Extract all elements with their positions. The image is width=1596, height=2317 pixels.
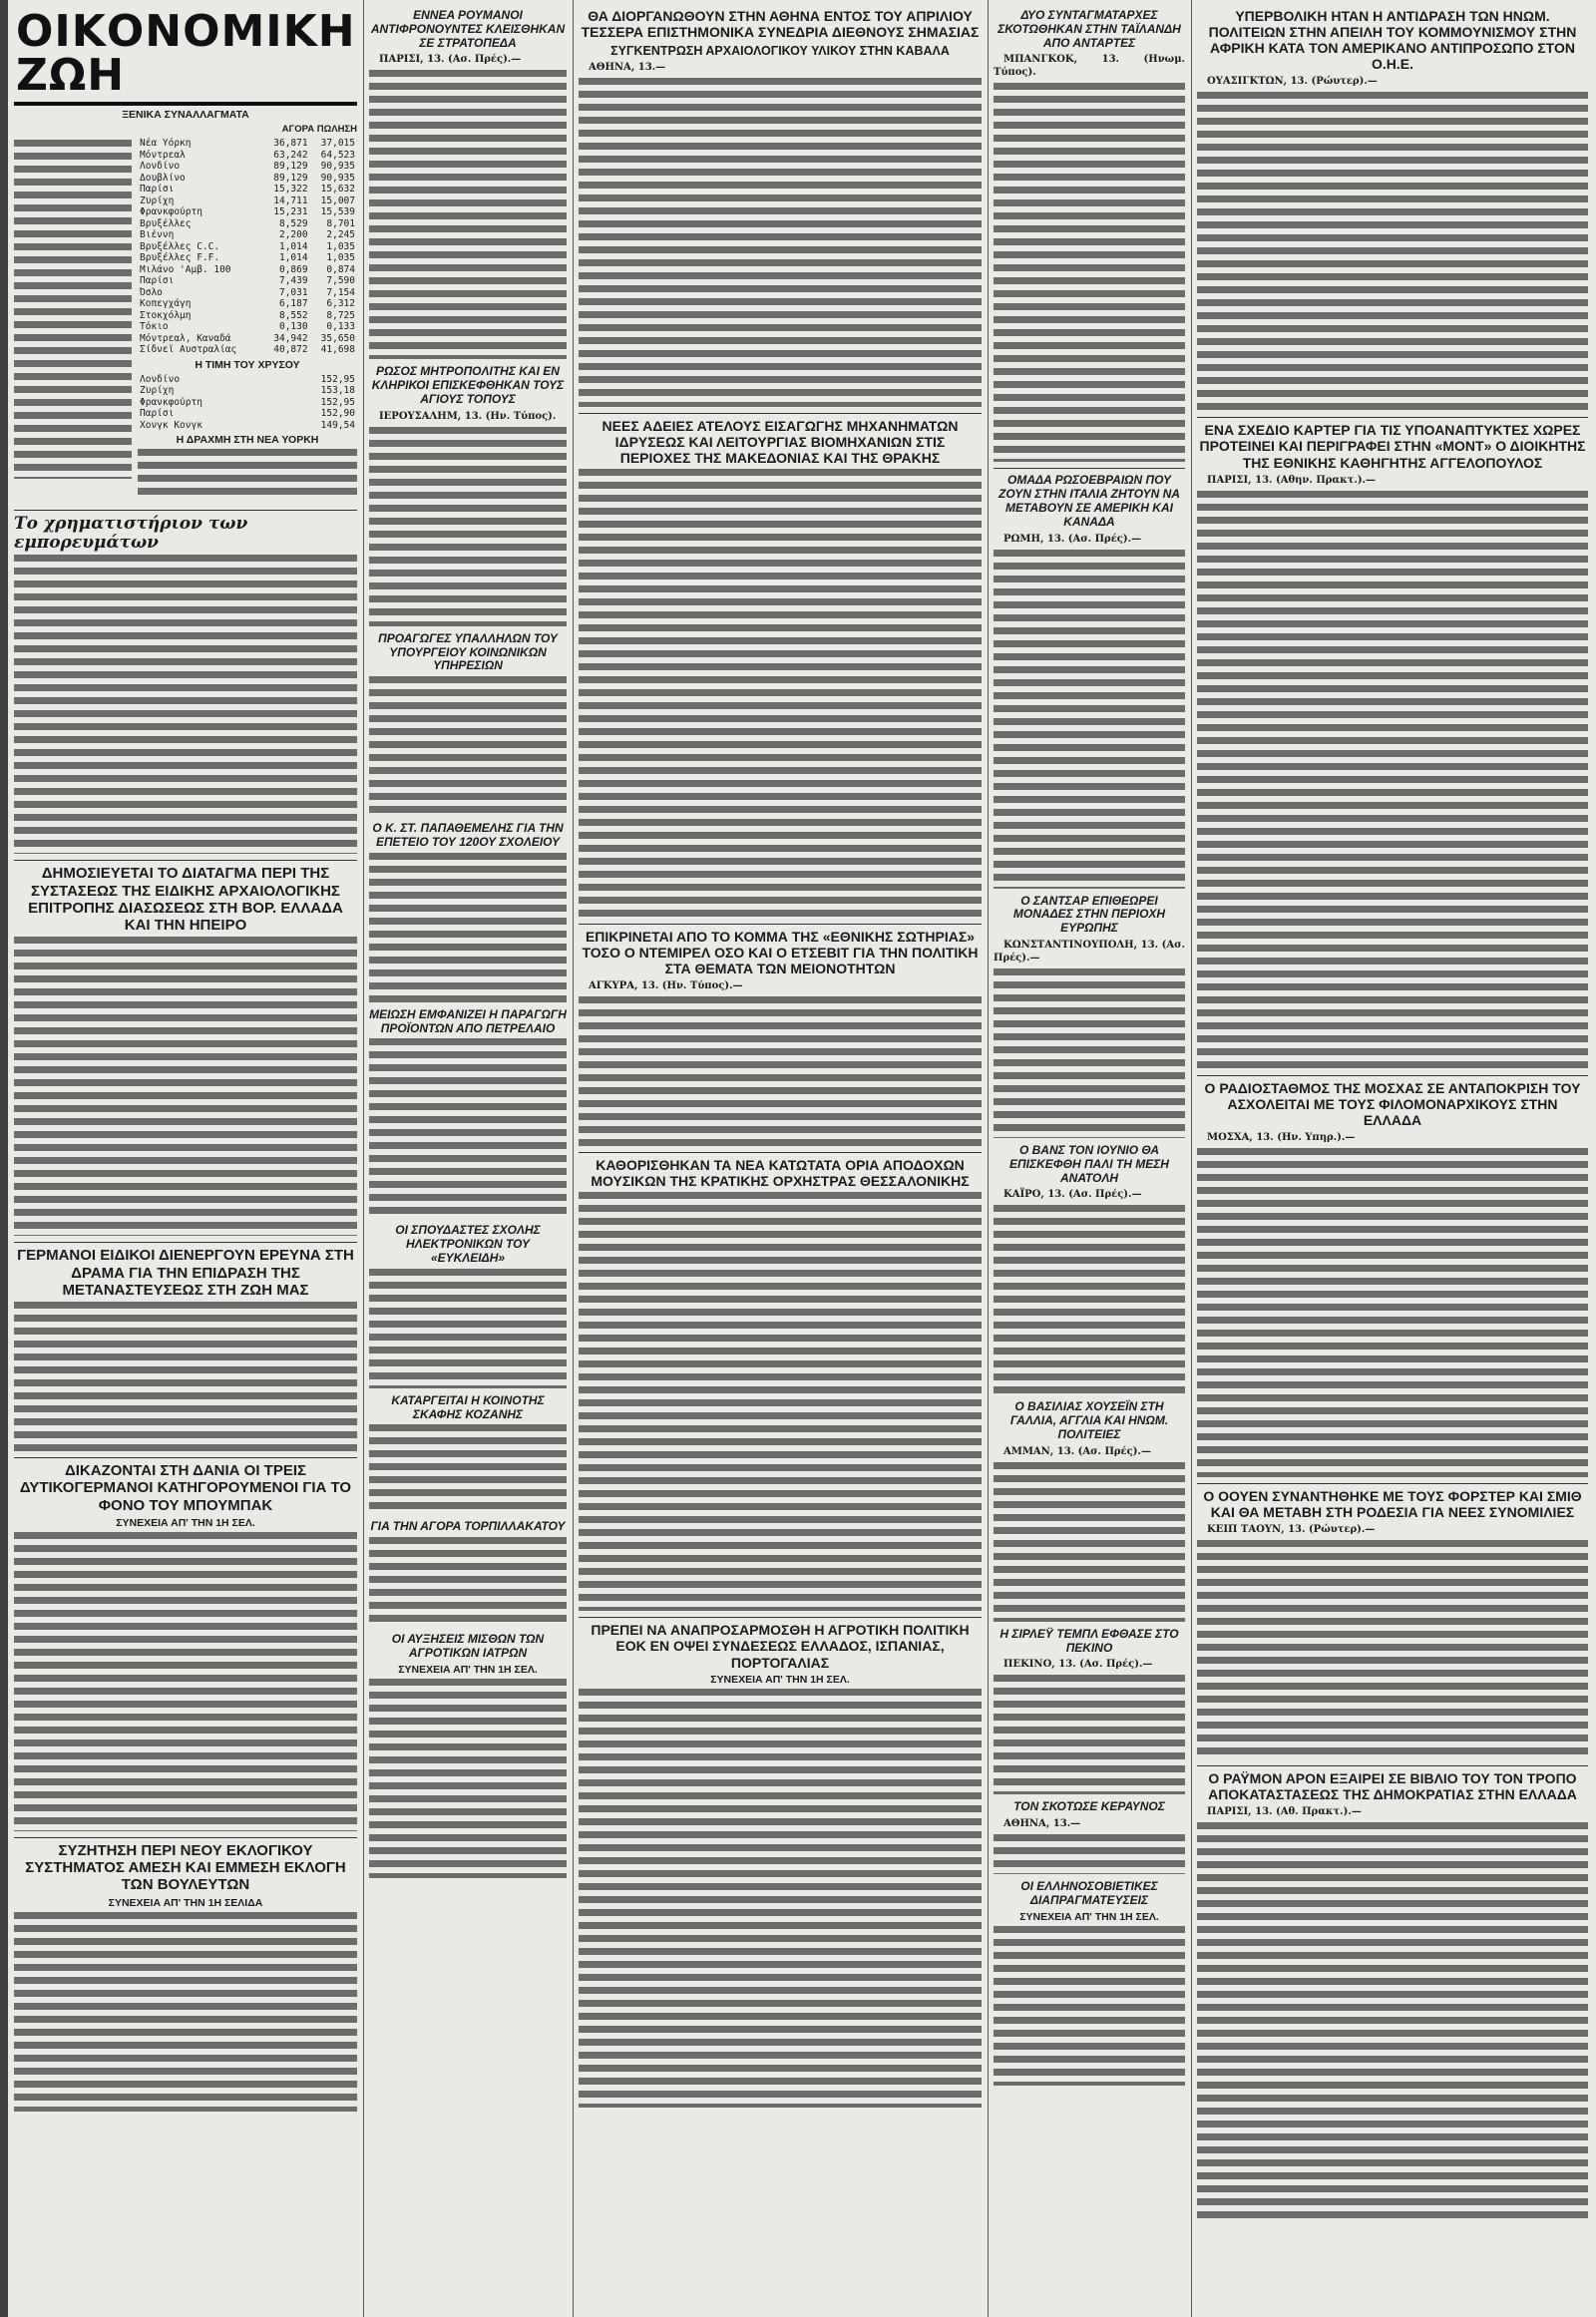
headline-raymond-aron: Ο ΡΑΫΜΟΝ ΑΡΟΝ ΕΞΑΙΡΕΙ ΣΕ ΒΙΒΛΙΟ ΤΟΥ ΤΟΝ ΤΡΟΠΟ ΑΠΟΚΑΤΑΣΤΑΣΕΩΣ ΤΗΣ ΔΗΜΟΚΡΑΤΙΑΣ ΣΤΗΝ ΕΛΛΑΔΑ (1208, 1770, 1577, 1803)
dateline: ΑΓΚΥΡΑ, 13. (Ην. Τύπος).— (589, 980, 743, 992)
gold-row (138, 397, 357, 409)
column-rule (363, 0, 364, 2317)
forex-sell: 8,701 (326, 217, 355, 229)
forex-sell: 15,539 (320, 206, 355, 217)
gold-heading: Η ΤΙΜΗ ΤΟΥ ΧΡΥΣΟΥ (195, 358, 300, 371)
text-block (14, 1912, 357, 2112)
divider (579, 924, 982, 925)
text-block (994, 550, 1185, 889)
divider (14, 860, 357, 861)
text-block (994, 968, 1185, 1138)
gold-market: Λονδίνο (140, 373, 181, 385)
headline-electoral-system: ΣΥΖΗΤΗΣΗ ΠΕΡΙ ΝΕΟΥ ΕΚΛΟΓΙΚΟΥ ΣΥΣΤΗΜΑΤΟΣ ΑΜΕΣΗ ΚΑΙ ΕΜΜΕΣΗ ΕΚΛΟΓΗ ΤΩΝ ΒΟΥΛΕΥΤΩΝ (25, 1841, 346, 1894)
forex-name: Δουβλίνο (140, 172, 186, 184)
headline-archaeology-decree: ΔΗΜΟΣΙΕΥΕΤΑΙ ΤΟ ΔΙΑΤΑΓΜΑ ΠΕΡΙ ΤΗΣ ΣΥΣΤΑΣΕΩΣ ΤΗΣ ΕΙΔΙΚΗΣ ΑΡΧΑΙΟΛΟΓΙΚΗΣ ΕΠΙΤΡΟΠΗΣ ΔΙΑΣΩΣΕΩΣ ΣΤΗ ΒΟΡ. ΕΛΛΑΔΑ ΚΑΙ ΤΗΝ ΗΠΕΙΡΟ (28, 865, 343, 935)
divider (14, 510, 357, 511)
headline-lightning: ΤΟΝ ΣΚΟΤΩΣΕ ΚΕΡΑΥΝΟΣ (1013, 1799, 1165, 1814)
dateline: ΚΩΝΣΤΑΝΤΙΝΟΥΠΟΛΗ, 13. (Ασ. Πρές).— (994, 939, 1185, 964)
headline-shirley-temple: Η ΣΙΡΛΕΫ ΤΕΜΠΛ ΕΦΘΑΣΕ ΣΤΟ ΠΕΚΙΝΟ (999, 1626, 1179, 1655)
gold-market: Χονγκ Κονγκ (140, 419, 202, 431)
forex-name: Κοπεγχάγη (140, 298, 192, 309)
divider (14, 1242, 357, 1243)
headline-torpedo-boat: ΓΙΑ ΤΗΝ ΑΓΟΡΑ ΤΟΡΠΙΛΛΑΚΑΤΟΥ (370, 1519, 566, 1534)
gold-price: 149,54 (320, 419, 355, 431)
column-3 (575, 0, 986, 2317)
gold-price: 152,95 (320, 396, 355, 408)
gold-price: 152,90 (320, 408, 355, 419)
forex-name: Βρυξέλλες (140, 217, 192, 229)
forex-sell: 7,154 (326, 286, 355, 298)
text-block (14, 1532, 357, 1831)
forex-name: Στοκχόλμη (140, 309, 192, 321)
forex-sell: 35,650 (320, 332, 355, 344)
forex-sell: 1,035 (326, 240, 355, 252)
headline-vance-middle-east: Ο ΒΑΝΣ ΤΟΝ ΙΟΥΝΙΟ ΘΑ ΕΠΙΣΚΕΦΘΗ ΠΑΛΙ ΤΗ ΜΕΣΗ ΑΝΑΤΟΛΗ (1009, 1142, 1169, 1185)
dateline: ΠΑΡΙΣΙ, 13. (Αθ. Πρακτ.).— (1207, 1806, 1362, 1818)
text-block (579, 469, 982, 918)
forex-name: Βρυξέλλες C.C. (140, 240, 220, 252)
forex-name: Σίδνεϊ Αυστραλίας (140, 344, 237, 355)
text-block (579, 996, 982, 1146)
forex-buy: 1,014 (278, 240, 308, 252)
forex-buy: 15,231 (273, 206, 308, 217)
forex-buy: 0,869 (278, 263, 308, 275)
gold-row (138, 374, 357, 386)
text-block (369, 1679, 567, 1878)
forex-subheading: ΑΓΟΡΑ ΠΩΛΗΣΗ (281, 124, 357, 135)
text-block (14, 140, 132, 479)
headline-doctors-salaries: ΟΙ ΑΥΞΗΣΕΙΣ ΜΙΣΘΩΝ ΤΩΝ ΑΓΡΟΤΙΚΩΝ ΙΑΤΡΩΝ (391, 1632, 545, 1660)
masthead: ΟΙΚΟΝΟΜΙΚΗ ΖΩΗ (14, 4, 357, 106)
drachma-heading: Η ΔΡΑΧΜΗ ΣΤΗ ΝΕΑ ΥΟΡΚΗ (176, 434, 319, 446)
forex-buy: 2,200 (278, 229, 308, 240)
forex-row (138, 218, 357, 230)
dateline: ΚΕΙΠ ΤΑΟΥΝ, 13. (Ρώυτερ).— (1207, 1524, 1376, 1536)
text-block (14, 1302, 357, 1451)
text-block (1197, 1822, 1588, 2221)
forex-row (138, 173, 357, 185)
forex-buy: 89,129 (273, 172, 308, 184)
forex-buy: 89,129 (273, 161, 308, 172)
gold-price: 153,18 (320, 385, 355, 396)
headline-national-salvation: ΕΠΙΚΡΙΝΕΤΑΙ ΑΠΟ ΤΟ ΚΟΜΜΑ ΤΗΣ «ΕΘΝΙΚΗΣ ΣΩΤΗΡΙΑΣ» ΤΟΣΟ Ο ΝΤΕΜΙΡΕΛ ΟΣΟ ΚΑΙ Ο ΕΤΣΕΒΙΤ ΓΙΑ ΤΗΝ ΠΟΛΙΤΙΚΗ ΣΤΑ ΘΕΜΑΤΑ ΤΩΝ ΜΕΙΟΝΟΤΗΤΩΝ (582, 928, 979, 977)
forex-row (138, 344, 357, 356)
forex-sell: 15,007 (320, 194, 355, 206)
divider (579, 413, 982, 414)
text-block (994, 1205, 1185, 1394)
headline-kozani-community: ΚΑΤΑΡΓΕΙΤΑΙ Η ΚΟΙΝΟΤΗΣ ΣΚΑΦΗΣ ΚΟΖΑΝΗΣ (391, 1392, 545, 1421)
forex-row (138, 229, 357, 241)
headline-carter-plan: ΕΝΑ ΣΧΕΔΙΟ ΚΑΡΤΕΡ ΓΙΑ ΤΙΣ ΥΠΟΑΝΑΠΤΥΚΤΕΣ ΧΩΡΕΣ ΠΡΟΤΕΙΝΕΙ ΚΑΙ ΠΕΡΙΓΡΑΦΕΙ ΣΤΗΝ «ΜΟΝΤ» Ο ΔΙΟΙΚΗΤΗΣ ΤΗΣ ΕΘΝΙΚΗΣ ΚΑΘΗΓΗΤΗΣ ΑΓΓΕΛΟΠΟΥΛΟΣ (1199, 422, 1586, 471)
headline-scientific-conferences: ΘΑ ΔΙΟΡΓΑΝΩΘΟΥΝ ΣΤΗΝ ΑΘΗΝΑ ΕΝΤΟΣ ΤΟΥ ΑΠΡΙΛΙΟΥ ΤΕΣΣΕΡΑ ΕΠΙΣΤΗΜΟΝΙΚΑ ΣΥΝΕΔΡΙΑ ΔΙΕΘΝΟΥΣ ΣΗΜΑΣΙΑΣ (581, 8, 980, 41)
forex-name: Βρυξέλλες F.F. (140, 252, 220, 263)
headline-russian-metropolitan: ΡΩΣΟΣ ΜΗΤΡΟΠΟΛΙΤΗΣ ΚΑΙ ΕΝ ΚΛΗΡΙΚΟΙ ΕΠΙΣΚΕΦΘΗΚΑΝ ΤΟΥΣ ΑΓΙΟΥΣ ΤΟΠΟΥΣ (371, 364, 565, 406)
continued-note: ΣΥΝΕΧΕΙΑ ΑΠ' ΤΗΝ 1Η ΣΕΛ. (1019, 1910, 1159, 1923)
forex-buy: 8,552 (278, 309, 308, 321)
text-block (369, 1038, 567, 1218)
forex-buy: 15,322 (273, 184, 308, 194)
headline-owen-rhodesia: Ο ΟΟΥΕΝ ΣΥΝΑΝΤΗΘΗΚΕ ΜΕ ΤΟΥΣ ΦΟΡΣΤΕΡ ΚΑΙ ΣΜΙΘ ΚΑΙ ΘΑ ΜΕΤΑΒΗ ΣΤΗ ΡΟΔΕΣΙΑ ΓΙΑ ΝΕΕΣ ΣΥΝΟΜΙΛΙΕΣ (1203, 1487, 1582, 1521)
continued-note: ΣΥΝΕΧΕΙΑ ΑΠ' ΤΗΝ 1Η ΣΕΛ. (710, 1673, 850, 1686)
text-block (1197, 491, 1588, 1069)
gold-row (138, 408, 357, 420)
text-block (369, 676, 567, 816)
headline-moscow-radio: Ο ΡΑΔΙΟΣΤΑΘΜΟΣ ΤΗΣ ΜΟΣΧΑΣ ΣΕ ΑΝΤΑΠΟΚΡΙΣΗ ΤΟΥ ΑΣΧΟΛΕΙΤΑΙ ΜΕ ΤΟΥΣ ΦΙΛΟΜΟΝΑΡΧΙΚΟΥΣ ΣΤΗΝ ΕΛΛΑΔΑ (1204, 1079, 1581, 1128)
dateline: ΑΜΜΑΝ, 13. (Ασ. Πρές).— (1003, 1445, 1151, 1457)
column-1 (10, 0, 361, 2317)
forex-sell: 0,874 (326, 263, 355, 275)
forex-name: Ζυρίχη (140, 194, 175, 206)
forex-sell: 6,312 (326, 298, 355, 309)
forex-buy: 8,529 (278, 217, 308, 229)
gold-market: Φρανκφούρτη (140, 396, 202, 408)
gold-market: Παρίσι (140, 408, 175, 419)
forex-buy: 34,942 (273, 332, 308, 344)
forex-buy: 0,130 (278, 321, 308, 332)
column-2 (365, 0, 571, 2317)
text-block (369, 70, 567, 359)
forex-name: Παρίσι (140, 275, 175, 286)
gold-price: 152,95 (320, 373, 355, 385)
dateline: ΠΑΡΙΣΙ, 13. (Αθην. Πρακτ.).— (1207, 474, 1377, 486)
dateline: ΑΘΗΝΑ, 13.— (1003, 1818, 1081, 1830)
forex-sell: 2,245 (326, 229, 355, 240)
continued-note: ΣΥΝΕΧΕΙΑ ΑΠ' ΤΗΝ 1Η ΣΕΛ. (398, 1663, 538, 1676)
text-block (994, 1462, 1185, 1622)
headline-thailand-colonels: ΔΥΟ ΣΥΝΤΑΓΜΑΤΑΡΧΕΣ ΣΚΟΤΩΘΗΚΑΝ ΣΤΗΝ ΤΑΪΛΑΝΔΗ ΑΠΟ ΑΝΤΑΡΤΕΣ (998, 8, 1181, 50)
forex-row (138, 241, 357, 253)
forex-name: Μόντρεαλ (140, 149, 186, 161)
text-block (579, 78, 982, 407)
gold-row (138, 420, 357, 432)
forex-name: Βιέννη (140, 229, 175, 240)
dateline: ΜΟΣΧΑ, 13. (Ην. Υπηρ.).— (1207, 1131, 1356, 1143)
forex-row (138, 138, 357, 150)
forex-buy: 1,014 (278, 252, 308, 263)
headline-us-reaction-africa: ΥΠΕΡΒΟΛΙΚΗ ΗΤΑΝ Η ΑΝΤΙΔΡΑΣΗ ΤΩΝ ΗΝΩΜ. ΠΟΛΙΤΕΙΩΝ ΣΤΗΝ ΑΠΕΙΛΗ ΤΟΥ ΚΟΜΜΟΥΝΙΣΜΟΥ ΣΤΗΝ ΑΦΡΙΚΗ ΚΑΤΑ ΤΟΝ ΑΜΕΡΙΚΑΝΟ ΑΝΤΙΠΡΟΣΩΠΟ ΣΤΟΝ Ο.Η.Ε. (1208, 8, 1577, 73)
forex-name: Φρανκφούρτη (140, 206, 202, 217)
gold-table (138, 374, 357, 432)
text-block (579, 1192, 982, 1611)
forex-row (138, 195, 357, 207)
headline-bourse: Το χρηματιστήριον των εμπορευμάτων (14, 514, 248, 553)
divider (994, 468, 1185, 469)
text-block (579, 1689, 982, 2108)
forex-row (138, 310, 357, 322)
forex-heading: ΞΕΝΙΚΑ ΣΥΝΑΛΛΑΓΜΑΤΑ (122, 109, 249, 121)
column-5 (1193, 0, 1592, 2317)
text-block (994, 1834, 1185, 1874)
forex-sell: 15,632 (320, 184, 355, 194)
forex-sell: 7,590 (326, 275, 355, 286)
headline-denmark-trial: ΔΙΚΑΖΟΝΤΑΙ ΣΤΗ ΔΑΝΙΑ ΟΙ ΤΡΕΙΣ ΔΥΤΙΚΟΓΕΡΜΑΝΟΙ ΚΑΤΗΓΟΡΟΥΜΕΝΟΙ ΓΙΑ ΤΟ ΦΟΝΟ ΤΟΥ ΜΠΟΥΜΠΑΚ (19, 1462, 352, 1514)
headline-kavala-archaeology: ΣΥΓΚΕΝΤΡΩΣΗ ΑΡΧΑΙΟΛΟΓΙΚΟΥ ΥΛΙΚΟΥ ΣΤΗΝ ΚΑΒΑΛΑ (610, 44, 950, 59)
column-4 (990, 0, 1189, 2317)
divider (14, 1837, 357, 1838)
column-rule (988, 0, 989, 2317)
forex-name: Όσλο (140, 286, 163, 298)
divider (14, 1457, 357, 1458)
text-block (369, 853, 567, 1002)
forex-sell: 1,035 (326, 252, 355, 263)
continued-note: ΣΥΝΕΧΕΙΑ ΑΠ' ΤΗΝ 1Η ΣΕΛΙΔΑ (108, 1896, 263, 1909)
text-block (369, 1424, 567, 1514)
forex-name: Μόντρεαλ, Καναδά (140, 332, 231, 344)
dateline: ΡΩΜΗ, 13. (Ασ. Πρές).— (1003, 533, 1142, 545)
forex-buy: 7,439 (278, 275, 308, 286)
divider (1197, 417, 1588, 418)
dateline: ΠΑΡΙΣΙ, 13. (Ασ. Πρές).— (379, 54, 522, 66)
headline-greek-soviet-talks: ΟΙ ΕΛΛΗΝΟΣΟΒΙΕΤΙΚΕΣ ΔΙΑΠΡΑΓΜΑΤΕΥΣΕΙΣ (1020, 1879, 1158, 1907)
divider (1197, 1483, 1588, 1484)
forex-row (138, 206, 357, 218)
headline-machinery-import: ΝΕΕΣ ΑΔΕΙΕΣ ΑΤΕΛΟΥΣ ΕΙΣΑΓΩΓΗΣ ΜΗΧΑΝΗΜΑΤΩΝ ΙΔΡΥΣΕΩΣ ΚΑΙ ΛΕΙΤΟΥΡΓΙΑΣ ΒΙΟΜΗΧΑΝΙΩΝ ΣΤΙΣ ΠΕΡΙΟΧΕΣ ΤΗΣ ΜΑΚΕΔΟΝΙΑΣ ΚΑΙ ΤΗΣ ΘΡΑΚΗΣ (601, 417, 959, 466)
forex-buy: 7,031 (278, 286, 308, 298)
forex-sell: 90,935 (320, 172, 355, 184)
gold-market: Ζυρίχη (140, 385, 175, 396)
divider (579, 1617, 982, 1618)
dateline: ΟΥΑΣΙΓΚΤΩΝ, 13. (Ρώυτερ).— (1207, 76, 1378, 88)
text-block (14, 937, 357, 1236)
text-block (138, 449, 357, 501)
forex-buy: 36,871 (273, 138, 308, 149)
forex-buy: 40,872 (273, 344, 308, 355)
headline-petroleum-production: ΜΕΙΩΣΗ ΕΜΦΑΝΙΖΕΙ Η ΠΑΡΑΓΩΓΗ ΠΡΟΪΟΝΤΩΝ ΑΠΟ ΠΕΤΡΕΛΑΙΟ (369, 1006, 567, 1035)
continued-note: ΣΥΝΕΧΕΙΑ ΑΠ' ΤΗΝ 1Η ΣΕΛ. (116, 1516, 255, 1529)
text-block (369, 427, 567, 626)
headline-ministry-promotions: ΠΡΟΑΓΩΓΕΣ ΥΠΑΛΛΗΛΩΝ ΤΟΥ ΥΠΟΥΡΓΕΙΟΥ ΚΟΙΝΩΝΙΚΩΝ ΥΠΗΡΕΣΙΩΝ (378, 630, 558, 673)
text-block (994, 83, 1185, 462)
forex-name: Νέα Υόρκη (140, 138, 192, 149)
forex-row (138, 287, 357, 299)
forex-sell: 90,935 (320, 161, 355, 172)
forex-row (138, 275, 357, 287)
forex-row (138, 298, 357, 310)
headline-king-hussein: Ο ΒΑΣΙΛΙΑΣ ΧΟΥΣΕΪΝ ΣΤΗ ΓΑΛΛΙΑ, ΑΓΓΛΙΑ ΚΑΙ ΗΝΩΜ. ΠΟΛΙΤΕΙΕΣ (1009, 1399, 1169, 1441)
forex-row (138, 264, 357, 276)
forex-name: Λονδίνο (140, 161, 181, 172)
dateline: ΚΑΪΡΟ, 13. (Ασ. Πρές).— (1003, 1189, 1142, 1201)
forex-row (138, 321, 357, 333)
forex-sell: 0,133 (326, 321, 355, 332)
forex-row (138, 150, 357, 162)
forex-sell: 8,725 (326, 309, 355, 321)
text-block (1197, 1148, 1588, 1477)
column-rule (573, 0, 574, 2317)
forex-buy: 14,711 (273, 194, 308, 206)
forex-table (138, 138, 357, 356)
text-block (369, 1537, 567, 1627)
forex-buy: 6,187 (278, 298, 308, 309)
text-block (994, 1926, 1185, 2086)
forex-name: Παρίσι (140, 184, 175, 194)
forex-name: Τόκιο (140, 321, 169, 332)
headline-drama-research: ΓΕΡΜΑΝΟΙ ΕΙΔΙΚΟΙ ΔΙΕΝΕΡΓΟΥΝ ΕΡΕΥΝΑ ΣΤΗ ΔΡΑΜΑ ΓΙΑ ΤΗΝ ΕΠΙΔΡΑΣΗ ΤΗΣ ΜΕΤΑΝΑΣΤΕΥΣΕΩΣ ΣΤΗ ΖΩΗ ΜΑΣ (17, 1247, 354, 1299)
dateline: ΑΘΗΝΑ, 13.— (589, 61, 666, 73)
divider (1197, 1765, 1588, 1766)
forex-row (138, 184, 357, 195)
forex-row (138, 333, 357, 345)
headline-sanchar-inspection: Ο ΣΑΝΤΣΑΡ ΕΠΙΘΕΩΡΕΙ ΜΟΝΑΔΕΣ ΣΤΗΝ ΠΕΡΙΟΧΗ ΕΥΡΩΠΗΣ (1012, 893, 1166, 936)
dateline: ΠΕΚΙΝΟ, 13. (Ασ. Πρές).— (1003, 1659, 1153, 1671)
forex-buy: 63,242 (273, 149, 308, 161)
headline-electronics-students: ΟΙ ΣΠΟΥΔΑΣΤΕΣ ΣΧΟΛΗΣ ΗΛΕΚΤΡΟΝΙΚΩΝ ΤΟΥ «ΕΥΚΛΕΙΔΗ» (395, 1223, 541, 1265)
text-block (14, 555, 357, 854)
forex-row (138, 161, 357, 173)
text-block (369, 1269, 567, 1388)
forex-sell: 41,698 (320, 344, 355, 355)
headline-russian-jews-italy: ΟΜΑΔΑ ΡΩΣΟΕΒΡΑΙΩΝ ΠΟΥ ΖΟΥΝ ΣΤΗΝ ΙΤΑΛΙΑ ΖΗΤΟΥΝ ΝΑ ΜΕΤΑΒΟΥΝ ΣΕ ΑΜΕΡΙΚΗ ΚΑΙ ΚΑΝΑΔΑ (998, 473, 1180, 529)
dateline: ΙΕΡΟΥΣΑΛΗΜ, 13. (Ην. Τύπος). (379, 410, 557, 422)
headline-papathemelis: Ο Κ. ΣΤ. ΠΑΠΑΘΕΜΕΛΗΣ ΓΙΑ ΤΗΝ ΕΠΕΤΕΙΟ ΤΟΥ 120ΟΥ ΣΧΟΛΕΙΟΥ (372, 821, 564, 849)
column-rule (1191, 0, 1192, 2317)
forex-name: Μιλάνο 'Αμβ. 100 (140, 263, 231, 275)
forex-sell: 37,015 (320, 138, 355, 149)
text-block (1197, 92, 1588, 411)
divider (579, 1152, 982, 1153)
dateline: ΜΠΑΝΓΚΟΚ, 13. (Ηνωμ. Τύπος). (994, 54, 1185, 79)
forex-sell: 64,523 (320, 149, 355, 161)
page-gutter (0, 0, 8, 2317)
gold-row (138, 385, 357, 397)
headline-eec-agricultural: ΠΡΕΠΕΙ ΝΑ ΑΝΑΠΡΟΣΑΡΜΟΣΘΗ Η ΑΓΡΟΤΙΚΗ ΠΟΛΙΤΙΚΗ ΕΟΚ ΕΝ ΟΨΕΙ ΣΥΝΔΕΣΕΩΣ ΕΛΛΑΔΟΣ, ΙΣΠΑΝΙΑΣ, ΠΟΡΤΟΓΑΛΙΑΣ (591, 1622, 970, 1671)
text-block (1197, 1540, 1588, 1759)
divider (1197, 1075, 1588, 1076)
text-block (994, 1675, 1185, 1794)
forex-row (138, 252, 357, 264)
headline-orchestra-salaries: ΚΑΘΟΡΙΣΘΗΚΑΝ ΤΑ ΝΕΑ ΚΑΤΩΤΑΤΑ ΟΡΙΑ ΑΠΟΔΟΧΩΝ ΜΟΥΣΙΚΩΝ ΤΗΣ ΚΡΑΤΙΚΗΣ ΟΡΧΗΣΤΡΑΣ ΘΕΣΣΑΛΟΝΙΚΗΣ (591, 1157, 970, 1190)
headline-romanian-dissidents: ΕΝΝΕΑ ΡΟΥΜΑΝΟΙ ΑΝΤΙΦΡΟΝΟΥΝΤΕΣ ΚΛΕΙΣΘΗΚΑΝ ΣΕ ΣΤΡΑΤΟΠΕΔΑ (370, 8, 566, 50)
